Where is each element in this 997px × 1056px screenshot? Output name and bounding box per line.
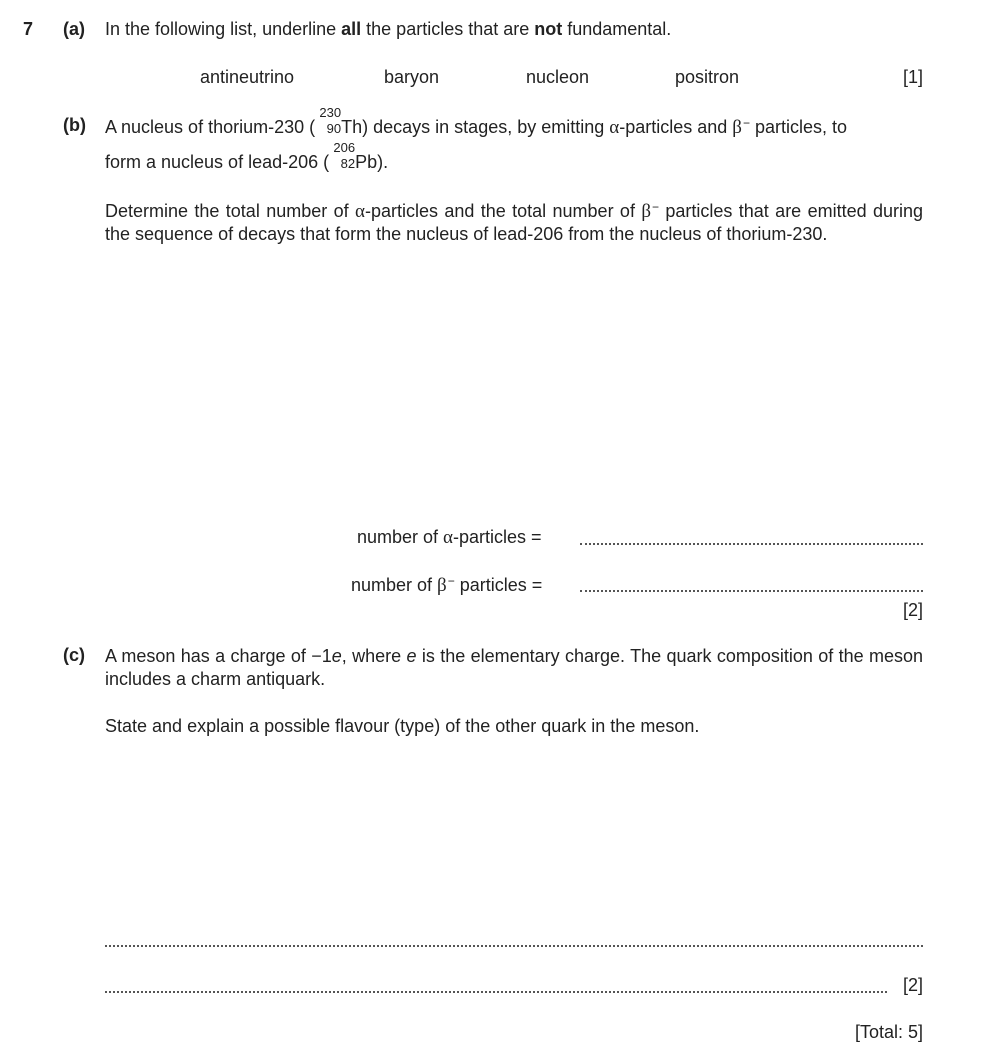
minus-superscript: − xyxy=(652,200,660,214)
task-text: particles that are emitted during the sequence of decays that form the nucleus of lead-206 from the nucleus of thorium-230. xyxy=(105,201,923,244)
part-b-stem-line1 xyxy=(105,105,848,139)
part-c-label: (c) xyxy=(63,645,85,665)
stem-text: ). xyxy=(377,152,389,172)
instruction-text: the particles that are xyxy=(361,19,535,39)
thorium-nuclide xyxy=(315,105,342,136)
stem-text: particles, to xyxy=(749,117,848,137)
stem-text: A nucleus of thorium-230 ( xyxy=(105,117,316,137)
part-b-task xyxy=(105,196,923,246)
particle-antineutrino[interactable]: antineutrino xyxy=(200,67,295,87)
stem-text: A meson has a charge of −1 xyxy=(105,646,332,666)
beta-symbol: β xyxy=(641,201,651,222)
part-b-label: (b) xyxy=(63,115,86,135)
instruction-text: fundamental. xyxy=(562,19,672,39)
stem-text: ) decays in stages, by emitting xyxy=(362,117,610,137)
alpha-count-input[interactable] xyxy=(580,523,923,545)
lead-nuclide xyxy=(329,140,356,171)
answer-label-text: number of xyxy=(351,575,438,595)
alpha-symbol: α xyxy=(609,117,620,138)
part-a-label: (a) xyxy=(63,19,85,39)
particle-baryon[interactable]: baryon xyxy=(384,67,440,87)
elementary-charge-symbol: e xyxy=(331,646,342,666)
part-c-answer-line-2[interactable] xyxy=(105,971,887,993)
stem-text: , where xyxy=(341,646,407,666)
mass-number: 230 xyxy=(319,105,342,120)
part-c-stem xyxy=(105,645,923,691)
particle-nucleon[interactable]: nucleon xyxy=(526,67,590,87)
answer-label-text: -particles = xyxy=(453,527,542,547)
part-a-marks: [1] xyxy=(902,67,923,87)
answer-label-text: number of xyxy=(357,527,444,547)
stem-text: is the elementary charge. The quark composition of the meson includes a charm antiquark. xyxy=(105,646,923,689)
part-c-marks: [2] xyxy=(902,975,923,995)
instruction-emphasis-not: not xyxy=(534,19,563,39)
part-b-marks: [2] xyxy=(902,600,923,620)
beta-symbol: β xyxy=(732,117,742,138)
atomic-number: 82 xyxy=(340,156,356,171)
part-b-stem-line2 xyxy=(105,140,389,173)
mass-number: 206 xyxy=(333,140,356,155)
alpha-symbol: α xyxy=(354,201,365,222)
instruction-emphasis-all: all xyxy=(341,19,362,39)
element-symbol: Th xyxy=(341,117,363,137)
stem-text: form a nucleus of lead-206 ( xyxy=(105,152,330,172)
alpha-answer-label xyxy=(357,527,542,549)
particle-positron[interactable]: positron xyxy=(675,67,740,87)
instruction-text: In the following list, underline xyxy=(105,19,342,39)
task-text: -particles and the total number of xyxy=(364,201,642,221)
element-symbol: Pb xyxy=(355,152,378,172)
atomic-number: 90 xyxy=(326,121,342,136)
elementary-charge-symbol: e xyxy=(406,646,417,666)
minus-superscript: − xyxy=(447,574,455,588)
part-c-answer-line-1[interactable] xyxy=(105,925,923,947)
answer-label-text: particles = xyxy=(454,575,543,595)
part-c-task: State and explain a possible flavour (type) of the other quark in the meson. xyxy=(105,716,700,736)
beta-count-input[interactable] xyxy=(580,570,923,592)
part-a-instruction xyxy=(105,19,671,40)
stem-text: -particles and xyxy=(619,117,733,137)
beta-answer-label xyxy=(351,574,542,597)
minus-superscript: − xyxy=(742,116,750,130)
task-text: Determine the total number of xyxy=(105,201,355,221)
beta-symbol: β xyxy=(437,575,447,596)
question-number: 7 xyxy=(23,19,34,39)
total-marks: [Total: 5] xyxy=(854,1022,923,1042)
alpha-symbol: α xyxy=(443,527,454,548)
